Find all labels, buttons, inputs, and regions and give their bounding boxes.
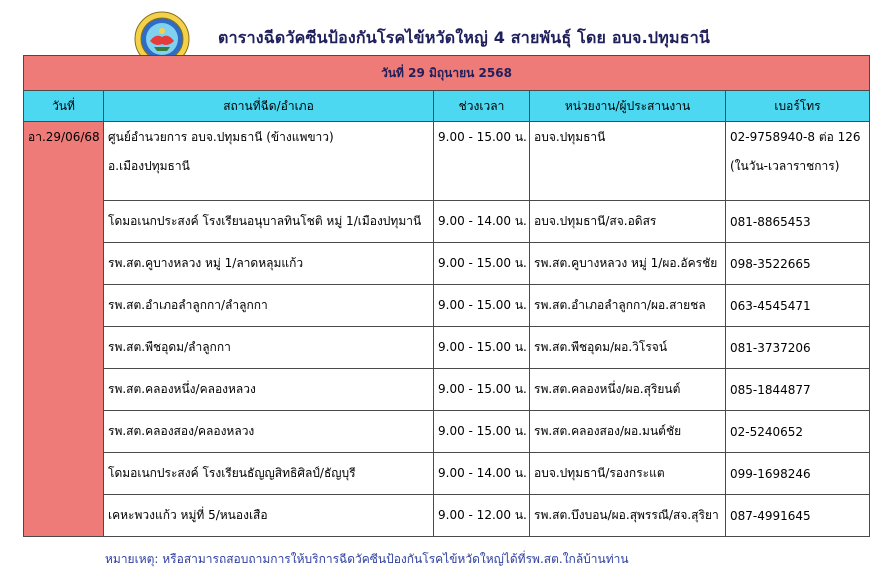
place-district-text: อ.เมืองปทุมธานี — [108, 159, 190, 173]
header — [0, 0, 895, 55]
table-header-row — [24, 91, 870, 122]
agency-cell: อบจ.ปทุมธานี/รองกระแต — [530, 453, 726, 495]
place-cell: โดมอเนกประสงค์ โรงเรียนอนุบาลทินโชติ หมู่ 1/เมืองปทุมานี — [104, 201, 434, 243]
column-header-date: วันที่ — [24, 91, 104, 122]
time-cell: 9.00 - 15.00 น. — [434, 369, 530, 411]
agency-cell: รพ.สต.คลองหนึ่ง/ผอ.สุริยนต์ — [530, 369, 726, 411]
phone-cell: 02-5240652 — [726, 411, 870, 453]
column-header-place: สถานที่ฉีด/อำเภอ — [104, 91, 434, 122]
place-cell: รพ.สต.คูบางหลวง หมู่ 1/ลาดหลุมแก้ว — [104, 243, 434, 285]
date-cell: อา.29/06/68 — [24, 122, 104, 537]
column-header-agency: หน่วยงาน/ผู้ประสานงาน — [530, 91, 726, 122]
table-row — [24, 243, 870, 285]
phone-cell: 099-1698246 — [726, 453, 870, 495]
table-row — [24, 201, 870, 243]
agency-cell: รพ.สต.คูบางหลวง หมู่ 1/ผอ.อัครชัย — [530, 243, 726, 285]
place-cell: รพ.สต.คลองหนึ่ง/คลองหลวง — [104, 369, 434, 411]
time-cell: 9.00 - 12.00 น. — [434, 495, 530, 537]
agency-cell: รพ.สต.บึงบอน/ผอ.สุพรรณี/สจ.สุริยา — [530, 495, 726, 537]
phone-cell: 081-3737206 — [726, 327, 870, 369]
place-cell: รพ.สต.พืชอุดม/ลำลูกกา — [104, 327, 434, 369]
agency-cell: รพ.สต.พืชอุดม/ผอ.วิโรจน์ — [530, 327, 726, 369]
time-cell: 9.00 - 15.00 น. — [434, 285, 530, 327]
phone-cell: 098-3522665 — [726, 243, 870, 285]
phone-cell: 063-4545471 — [726, 285, 870, 327]
place-cell: รพ.สต.อำเภอลำลูกกา/ลำลูกกา — [104, 285, 434, 327]
place-cell: รพ.สต.คลองสอง/คลองหลวง — [104, 411, 434, 453]
date-banner: วันที่ 29 มิถุนายน 2568 — [24, 56, 870, 91]
footnote: หมายเหตุ: หรือสามารถสอบถามการให้บริการฉีดวัคซีนป้องกันโรคไข้หวัดใหญ่ได้ที่รพ.สต.ใกล้บ้านท่าน — [105, 552, 629, 566]
column-header-time: ช่วงเวลา — [434, 91, 530, 122]
table-row — [24, 369, 870, 411]
agency-cell: รพ.สต.อำเภอลำลูกกา/ผอ.สายชล — [530, 285, 726, 327]
time-cell: 9.00 - 14.00 น. — [434, 453, 530, 495]
phone-cell: 085-1844877 — [726, 369, 870, 411]
agency-cell: รพ.สต.คลองสอง/ผอ.มนต์ชัย — [530, 411, 726, 453]
phone-cell — [726, 122, 870, 201]
phone-hours-text: (ในวัน-เวลาราชการ) — [730, 159, 840, 173]
phone-cell: 087-4991645 — [726, 495, 870, 537]
column-header-phone: เบอร์โทร — [726, 91, 870, 122]
table-row — [24, 122, 870, 201]
time-cell: 9.00 - 15.00 น. — [434, 327, 530, 369]
agency-cell: อบจ.ปทุมธานี/สจ.อดิสร — [530, 201, 726, 243]
time-cell: 9.00 - 14.00 น. — [434, 201, 530, 243]
table-row — [24, 327, 870, 369]
table-row — [24, 453, 870, 495]
place-cell — [104, 122, 434, 201]
phone-text: 02-9758940-8 ต่อ 126 — [730, 130, 861, 144]
time-cell: 9.00 - 15.00 น. — [434, 411, 530, 453]
vaccination-schedule-table — [23, 55, 870, 537]
table-row — [24, 411, 870, 453]
time-cell: 9.00 - 15.00 น. — [434, 122, 530, 201]
page-title: ตารางฉีดวัคซีนป้องกันโรคไข้หวัดใหญ่ 4 สายพันธุ์ โดย อบจ.ปทุมธานี — [218, 28, 711, 47]
place-text: ศูนย์อำนวยการ อบจ.ปทุมธานี (ข้างแพขาว) — [108, 130, 334, 144]
agency-cell: อบจ.ปทุมธานี — [530, 122, 726, 201]
place-cell: โดมอเนกประสงค์ โรงเรียนธัญญสิทธิศิลป์/ธัญบุรี — [104, 453, 434, 495]
time-cell: 9.00 - 15.00 น. — [434, 243, 530, 285]
table-row — [24, 495, 870, 537]
table-row — [24, 285, 870, 327]
phone-cell: 081-8865453 — [726, 201, 870, 243]
place-cell: เคหะพวงแก้ว หมู่ที่ 5/หนองเสือ — [104, 495, 434, 537]
